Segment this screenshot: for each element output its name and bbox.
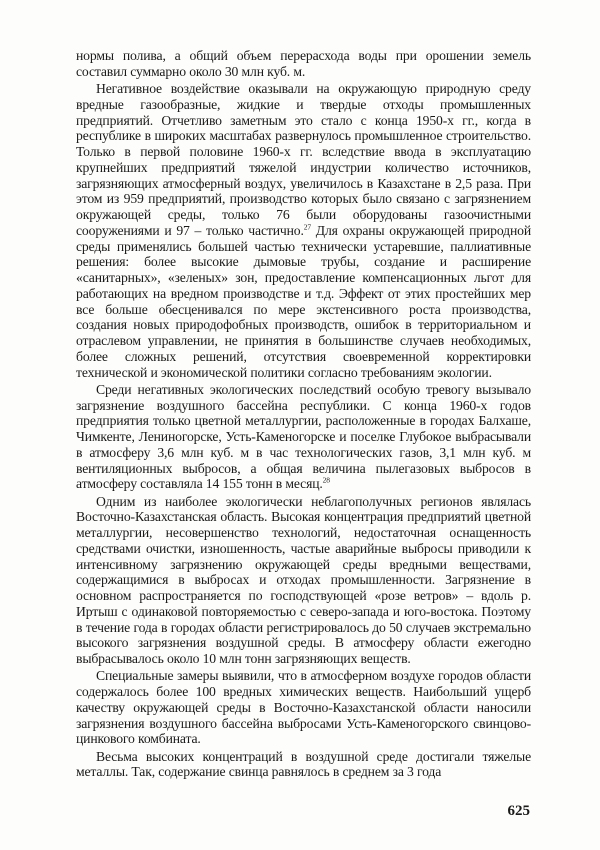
paragraph-6 bbox=[76, 749, 531, 781]
footnote-ref-28[interactable]: 28 bbox=[322, 475, 330, 485]
footnote-ref-27[interactable]: 27 bbox=[303, 222, 311, 232]
paragraph-3 bbox=[76, 382, 531, 492]
paragraph-5 bbox=[76, 668, 531, 747]
page-number: 625 bbox=[507, 803, 530, 819]
paragraph-4 bbox=[76, 494, 531, 667]
paragraph-1-text: нормы полива, а общий объем перерасхода воды при орошении земель составил суммарно около 30 млн куб. м. bbox=[76, 48, 531, 79]
paragraph-2-tail: Для охраны окружающей природной среды применялись большей частью технически устаревшие, паллиативные решения: более высокие дымовые трубы, создание и расширение «санитарных», «зеленых» зон, предоставление компенсационных льгот для работающих на вредном производстве и т.д. Эффект от этих простейших мер все больше обесценивался по мере экстенсивного роста производства, создания новых природофобных производств, ошибок в территориальном и отраслевом управлении, не принятия в большинстве случаев необходимых, более сложных решений, отсутствия своевременной корректировки технической и экономической политики согласно требованиям экологии. bbox=[76, 222, 531, 380]
paragraph-2 bbox=[76, 81, 531, 380]
paragraph-4-text: Одним из наиболее экологически неблагополучных регионов являлась Восточно-Казахстанская область. Высокая концентрация предприятий цветной металлургии, несовершенство технологий, недостаточная оснащенность средствами очистки, изношенность, частые аварийные выбросы приводили к интенсивному загрязнению окружающей среды вредными веществами, содержащимися в выбросах и отходах промышленности. Загрязнение в основном распространяется по господствующей «розе ветров» – вдоль р. Иртыш с одинаковой повторяемостью с северо-запада и юго-востока. Поэтому в течение года в городах области регистрировалось до 50 случаев экстремально высокого загрязнения воздушной среды. В атмосферу области ежегодно выбрасывалось около 10 млн тонн загрязняющих веществ. bbox=[76, 493, 531, 666]
paragraph-5-text: Специальные замеры выявили, что в атмосферном воздухе городов области содержалось более 100 вредных химических веществ. Наибольший ущерб качеству окружающей среды в Восточно-Казахстанской области наносили загрязнения воздушного бассейна выбросами Усть-Каменогорского свинцово-цинкового комбината. bbox=[76, 668, 531, 747]
paragraph-1 bbox=[76, 48, 531, 80]
paragraph-2-text: Негативное воздействие оказывали на окружающую природную среду вредные газообразные, жидкие и твердые отходы промышленных предприятий. Отчетливо заметным это стало с конца 1950-х гг., когда в республике в широких масштабах развернулось промышленное строительство. Только в первой половине 1960-х гг. вследствие ввода в эксплуатацию крупнейших предприятий тяжелой индустрии количество источников, загрязняющих атмосферный воздух, увеличилось в Казахстане в 2,5 раза. При этом из 959 предприятий, производство которых было связано с загрязнением окружающей среды, только 76 были оборудованы газоочистными сооружениями и 97 – только частично. bbox=[76, 81, 531, 238]
paragraph-6-text: Весьма высоких концентраций в воздушной среде достигали тяжелые металлы. Так, содержание свинца равнялось в среднем за 3 года bbox=[76, 748, 531, 780]
body-text bbox=[76, 48, 531, 782]
paragraph-3-text: Среди негативных экологических последствий особую тревогу вызывало загрязнение воздушного бассейна республики. С конца 1960-х годов предприятия только цветной металлургии, расположенные в городах Балхаше, Чимкенте, Лениногорске, Усть-Каменогорске и поселке Глубокое выбрасывали в атмосферу 3,6 млн куб. м в час технологических газов, 3,1 млн куб. м вентиляционных выбросов, а общая величина пылегазовых выбросов в атмосферу составляла 14 155 тонн в месяц. bbox=[76, 381, 531, 492]
